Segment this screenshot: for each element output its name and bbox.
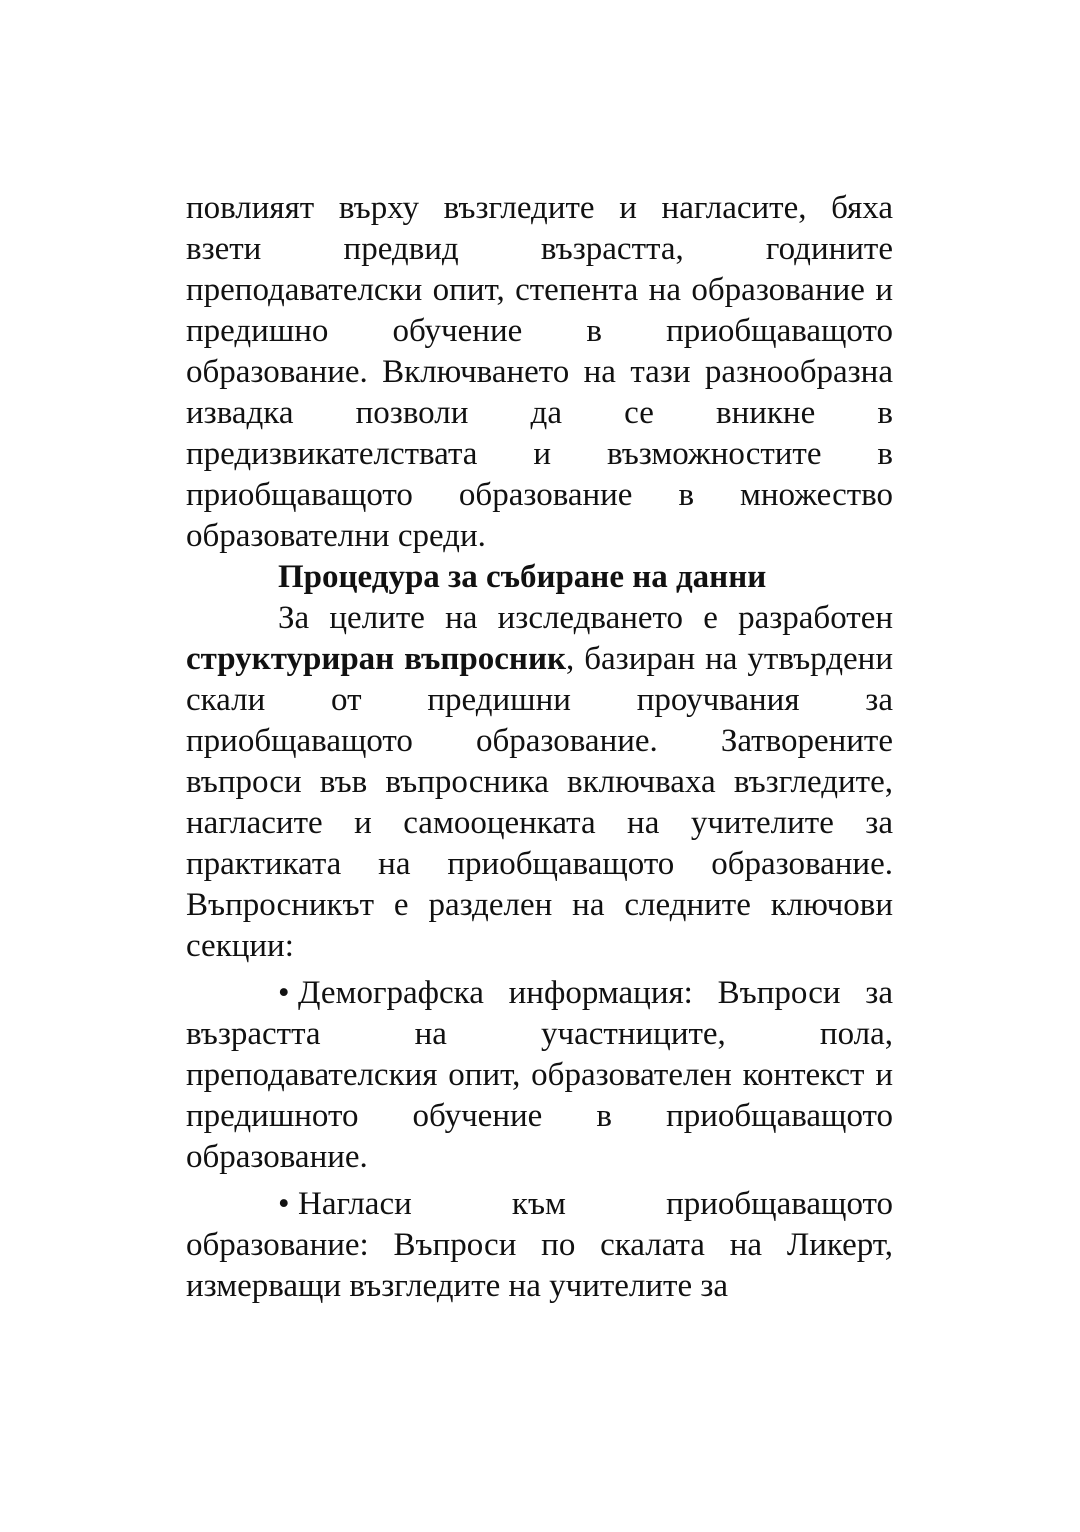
bullet-text: Демографска информация: Въпроси за възрастта на участниците, пола, преподавателския опит, образователен контекст и предишното обучение в приобщаващото образование. [186, 975, 893, 1175]
document-page [186, 188, 893, 1307]
bullet-icon: • [278, 975, 290, 1011]
bullet-icon: • [278, 1186, 290, 1222]
bullet-item-attitudes [186, 1184, 893, 1307]
paragraph-lead-text: За целите на изследването е разработен [278, 600, 893, 636]
paragraph-rest-text: , базиран на утвърдени скали от предишни проучвания за приобщаващото образование. Затворените въпроси във въпросника включваха възгледите, нагласите и самооценката на учителите за практиката на приобщаващото образование. Въпросникът е разделен на следните ключови секции: [186, 641, 893, 964]
paragraph-questionnaire [186, 598, 893, 967]
section-heading: Процедура за събиране на данни [278, 559, 767, 595]
bullet-item-demographics [186, 973, 893, 1178]
bullet-text: Нагласи към приобщаващото образование: Въпроси по скалата на Ликерт, измерващи възгледите на учителите за [186, 1186, 893, 1304]
paragraph-sample-description: повлияят върху възгледите и нагласите, бяха взети предвид възрастта, годините преподавателски опит, степента на образование и предишно обучение в приобщаващото образование. Включването на тази разнообразна извадка позволи да се вникне в предизвикателствата и възможностите в приобщаващото образование в множество образователни среди. [186, 190, 893, 554]
bold-term: структуриран въпросник [186, 641, 566, 677]
